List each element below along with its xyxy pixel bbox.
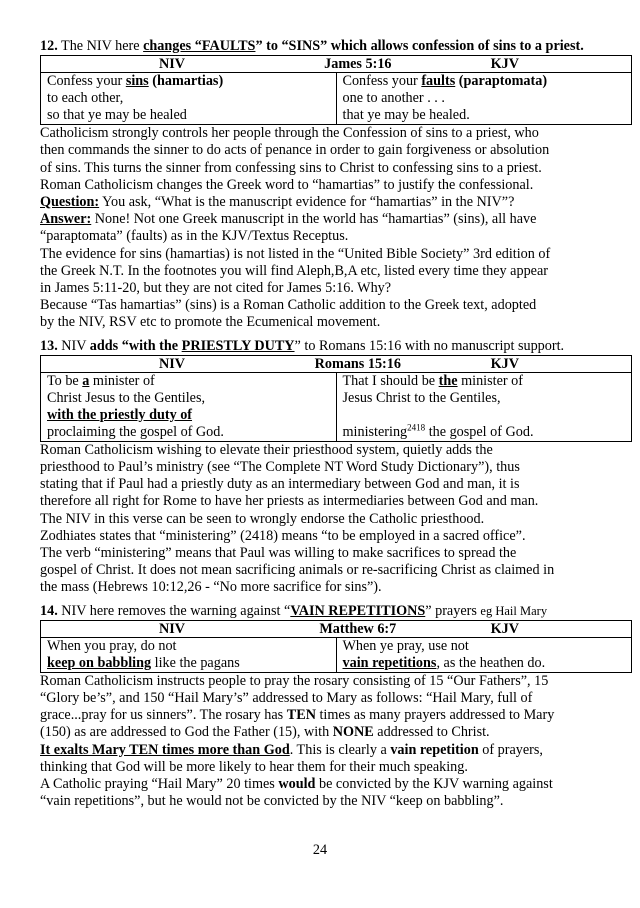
verse-reference: James 5:16	[324, 56, 392, 73]
page-number: 24	[312, 842, 328, 858]
kjv-text: one to another . . .	[342, 90, 445, 107]
paragraph-line: of sins. This turns the sinner from confessing sins to Christ to confessing sins to a priest.	[40, 159, 542, 176]
question-label: Question:	[40, 194, 100, 211]
heading-text: ” prayers	[425, 602, 481, 619]
section-number: 12.	[40, 38, 58, 54]
paragraph-emphasis: vain repetition	[390, 741, 479, 758]
paragraph-line: therefore all right for Rome to have her priests as intermediaries between God and man.	[40, 493, 539, 510]
section-13-heading	[40, 338, 632, 355]
kjv-text: the gospel of God.	[425, 423, 534, 440]
niv-column	[41, 372, 337, 441]
paragraph-line: The NIV in this verse can be seen to wrongly endorse the Catholic priesthood.	[40, 510, 485, 527]
heading-emphasis: PRIESTLY DUTY	[181, 337, 295, 354]
paragraph-text: (150) as are addressed to God the Father (15), with	[40, 724, 333, 741]
niv-text: Confess your	[47, 73, 126, 90]
niv-text: sins	[125, 73, 149, 90]
paragraph-line: priesthood to Paul’s ministry (see “The Complete NT Word Study Dictionary”), thus	[40, 459, 520, 476]
romans-comparison-table	[40, 355, 632, 442]
paragraph-emphasis: would	[278, 776, 316, 793]
kjv-header: KJV	[490, 355, 519, 372]
section-12-heading	[40, 38, 632, 55]
table-header	[41, 620, 632, 637]
heading-text: The NIV here	[57, 38, 144, 54]
verse-reference: Matthew 6:7	[319, 620, 397, 637]
niv-header: NIV	[159, 620, 186, 637]
paragraph-text: of prayers,	[478, 741, 543, 758]
kjv-column	[336, 73, 632, 125]
paragraph-line: “Glory be’s”, and 150 “Hail Mary’s” addressed to Mary as follows: “Hail Mary, full of	[40, 690, 533, 707]
question-text: You ask, “What is the manuscript evidence for “hamartias” in the NIV”?	[99, 194, 515, 211]
paragraph-line: Zodhiates states that “ministering” (2418) means “to be employed in a sacred office”.	[40, 527, 526, 544]
paragraph-line	[40, 724, 632, 741]
heading-text: .	[580, 38, 584, 54]
paragraph-line	[40, 707, 632, 724]
section-number: 14.	[40, 602, 58, 619]
heading-text: eg Hail Mary	[480, 603, 548, 618]
kjv-text: (paraptomata)	[455, 73, 548, 90]
paragraph-line: Roman Catholicism instructs people to pray the rosary consisting of 15 “Our Fathers”, 15	[40, 672, 549, 689]
paragraph-line: the mass (Hebrews 10:12,26 - “No more sacrifice for sins”).	[40, 579, 382, 596]
kjv-text: , as the heathen do.	[436, 654, 546, 671]
niv-header: NIV	[159, 355, 186, 372]
niv-text: (hamartias)	[148, 73, 224, 90]
paragraph-line: The verb “ministering” means that Paul was willing to make sacrifices to spread the	[40, 545, 517, 562]
table-header	[41, 355, 632, 372]
heading-emphasis: allows confession of sins to a priest	[370, 38, 581, 54]
niv-text: When you pray, do not	[47, 637, 177, 654]
paragraph-line: Because “Tas hamartias” (sins) is a Roman Catholic addition to the Greek text, adopted	[40, 297, 537, 314]
heading-text: NIV here removes the warning against “	[57, 602, 291, 619]
kjv-text: that ye may be healed.	[342, 107, 470, 124]
paragraph-line: then commands the sinner to do acts of penance in order to gain forgiveness or absolution	[40, 142, 550, 159]
document-page	[40, 38, 632, 811]
strongs-number: 2418	[407, 422, 426, 433]
paragraph-text: addressed to Christ.	[373, 724, 490, 741]
paragraph-line: the Greek N.T. In the footnotes you will find Aleph,B,A etc, listed every time they appear	[40, 262, 548, 279]
matthew-comparison-table	[40, 620, 632, 673]
section-number: 13.	[40, 337, 58, 354]
paragraph-text: . This is clearly a	[289, 741, 391, 758]
niv-text: a	[82, 372, 90, 389]
kjv-column	[336, 372, 632, 441]
niv-text: so that ye may be healed	[47, 107, 187, 124]
kjv-text: minister of	[457, 372, 523, 389]
heading-emphasis: adds “with the	[89, 337, 182, 354]
paragraph-emphasis: It exalts Mary TEN times more than God	[40, 741, 290, 758]
heading-text: NIV	[57, 337, 90, 354]
paragraph-line: in James 5:11-20, but they are not cited for James 5:16. Why?	[40, 280, 392, 297]
kjv-text: When ye pray, use not	[342, 637, 469, 654]
paragraph-line: thinking that God will be more likely to hear them for their much speaking.	[40, 758, 468, 775]
paragraph-line: Roman Catholicism wishing to elevate their priesthood system, quietly adds the	[40, 441, 493, 458]
kjv-text: Confess your	[342, 73, 422, 90]
niv-header: NIV	[159, 56, 186, 73]
kjv-header: KJV	[490, 56, 519, 73]
verse-reference: Romans 15:16	[314, 355, 401, 372]
niv-text: proclaiming the gospel of God.	[47, 423, 224, 440]
paragraph-line	[40, 742, 632, 759]
niv-text: Christ Jesus to the Gentiles,	[47, 389, 206, 406]
paragraph-line: “vain repetitions”, but he would not be convicted by the NIV “keep on babbling”.	[40, 793, 504, 810]
paragraph-line	[40, 776, 632, 793]
kjv-text: the	[438, 372, 458, 389]
niv-text: keep on babbling	[47, 654, 152, 671]
kjv-text: vain repetitions	[342, 654, 437, 671]
kjv-text: ministering	[342, 423, 408, 440]
niv-column	[41, 73, 337, 125]
table-header	[41, 56, 632, 73]
paragraph-emphasis: NONE	[332, 724, 374, 741]
paragraph-line: “paraptomata” (faults) as in the KJV/Textus Receptus.	[40, 228, 349, 245]
niv-column	[41, 637, 337, 672]
heading-text: ” to Romans 15:16 with no manuscript support.	[294, 337, 565, 354]
kjv-header: KJV	[490, 620, 519, 637]
james-comparison-table	[40, 55, 632, 125]
kjv-text: That I should be	[342, 372, 439, 389]
heading-emphasis: VAIN REPETITIONS	[290, 602, 426, 619]
paragraph-line: by the NIV, RSV etc to promote the Ecumenical movement.	[40, 314, 381, 331]
paragraph-line: Roman Catholicism changes the Greek word to “hamartias” to justify the confessional.	[40, 176, 534, 193]
paragraph-emphasis: TEN	[286, 707, 316, 724]
kjv-text: faults	[421, 73, 456, 90]
heading-emphasis: changes “FAULTS	[143, 38, 256, 54]
niv-text: like the pagans	[151, 654, 240, 671]
kjv-column	[336, 637, 632, 672]
heading-emphasis: ” to “SINS” which	[255, 38, 371, 54]
answer-line	[40, 211, 632, 228]
paragraph-text: grace...pray for us sinners”. The rosary has	[40, 707, 287, 724]
niv-text: minister of	[89, 372, 155, 389]
paragraph-text: A Catholic praying “Hail Mary” 20 times	[40, 776, 279, 793]
kjv-text: Jesus Christ to the Gentiles,	[342, 389, 501, 406]
paragraph-line: Catholicism strongly controls her people through the Confession of sins to a priest, who	[40, 125, 539, 142]
question-line	[40, 194, 632, 211]
paragraph-line: gospel of Christ. It does not mean sacrificing animals or re-sacrificing Christ as claimed in	[40, 562, 555, 579]
paragraph-line: stating that if Paul had a priestly duty as an intermediary between God and man, it is	[40, 476, 520, 493]
niv-text: To be	[47, 372, 83, 389]
paragraph-text: be convicted by the KJV warning against	[315, 776, 553, 793]
niv-text: with the priestly duty of	[47, 406, 193, 423]
answer-text: None! Not one Greek manuscript in the world has “hamartias” (sins), all have	[91, 211, 537, 228]
paragraph-text: times as many prayers addressed to Mary	[315, 707, 555, 724]
answer-label: Answer:	[40, 211, 92, 228]
paragraph-line: The evidence for sins (hamartias) is not listed in the “United Bible Society” 3rd edition of	[40, 245, 551, 262]
section-14-heading	[40, 603, 632, 620]
niv-text: to each other,	[47, 90, 124, 107]
